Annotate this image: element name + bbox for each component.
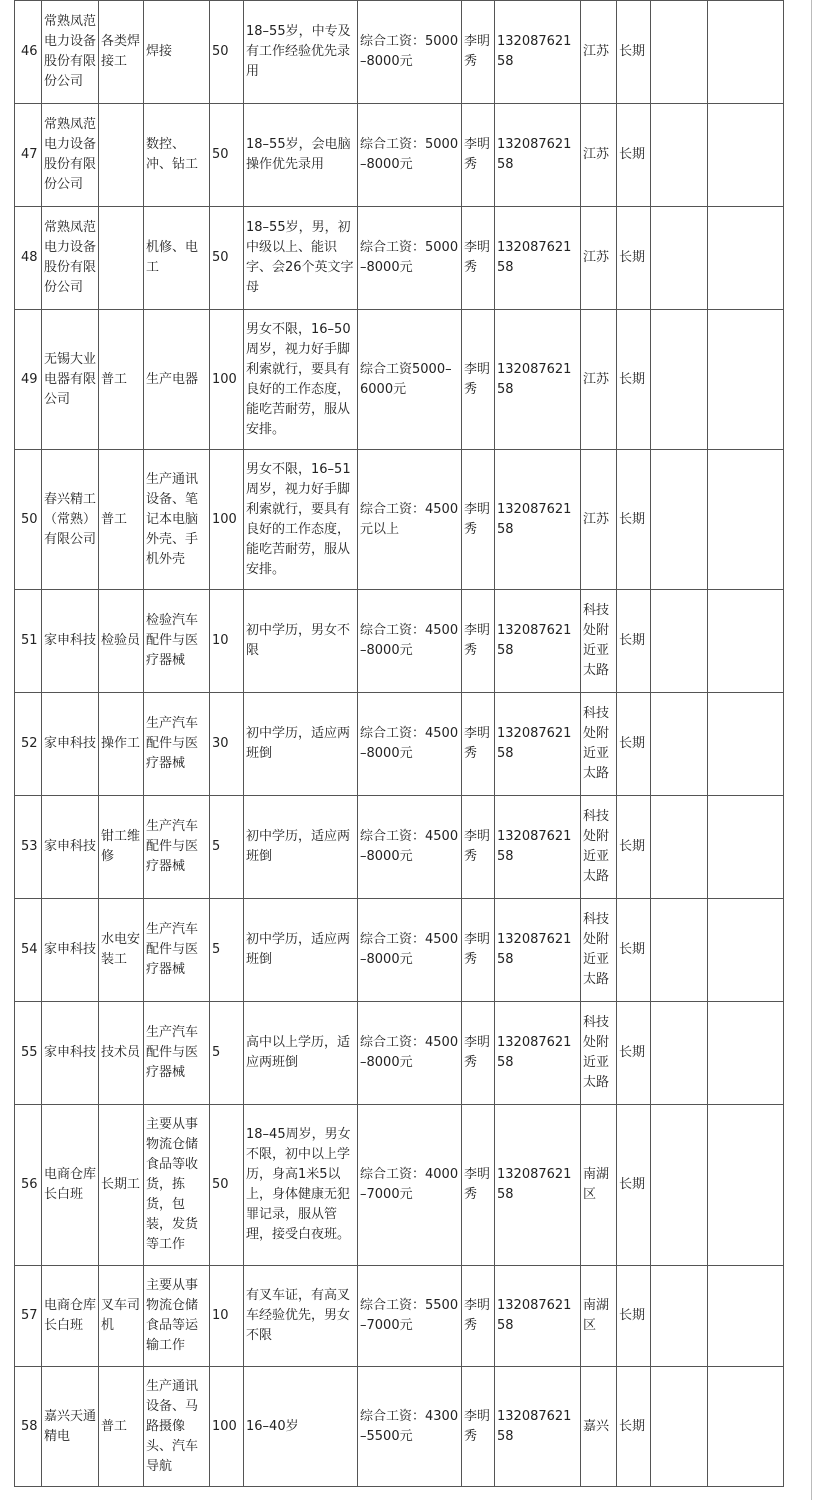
salary-cell: 综合工资：4500元以上	[358, 450, 462, 590]
row-number: 58	[15, 1367, 42, 1487]
empty-cell	[651, 104, 708, 207]
location-cell: 科技处附近亚太路	[581, 1002, 617, 1105]
job-content-cell: 生产通讯设备、笔记本电脑外壳、手机外壳	[144, 450, 210, 590]
term-cell: 长期	[617, 693, 651, 796]
contact-cell: 李明秀	[462, 1, 495, 104]
salary-cell: 综合工资：4300–5500元	[358, 1367, 462, 1487]
salary-cell: 综合工资：5500–7000元	[358, 1266, 462, 1367]
table-row	[15, 899, 784, 1002]
location-cell: 科技处附近亚太路	[581, 590, 617, 693]
job-type-cell	[99, 207, 144, 310]
empty-cell	[708, 693, 784, 796]
job-listing-sheet	[14, 0, 784, 1487]
job-content-cell: 焊接	[144, 1, 210, 104]
empty-cell	[651, 1105, 708, 1266]
company-cell: 无锡大业电器有限公司	[42, 310, 99, 450]
job-type-cell: 检验员	[99, 590, 144, 693]
contact-cell: 李明秀	[462, 1002, 495, 1105]
phone-cell: 13208762158	[495, 104, 581, 207]
table-row	[15, 1105, 784, 1266]
headcount-cell: 50	[210, 104, 244, 207]
job-type-cell: 各类焊接工	[99, 1, 144, 104]
phone-cell: 13208762158	[495, 1367, 581, 1487]
company-cell: 家申科技	[42, 796, 99, 899]
headcount-cell: 50	[210, 1105, 244, 1266]
table-row	[15, 450, 784, 590]
phone-cell: 13208762158	[495, 1002, 581, 1105]
phone-cell: 13208762158	[495, 796, 581, 899]
job-type-cell: 普工	[99, 310, 144, 450]
table-row	[15, 207, 784, 310]
empty-cell	[651, 450, 708, 590]
empty-cell	[651, 693, 708, 796]
salary-cell: 综合工资：4500–8000元	[358, 693, 462, 796]
empty-cell	[651, 1266, 708, 1367]
contact-cell: 李明秀	[462, 796, 495, 899]
requirement-cell: 18–55岁，会电脑操作优先录用	[244, 104, 358, 207]
company-cell: 电商仓库长白班	[42, 1266, 99, 1367]
requirement-cell: 高中以上学历，适应两班倒	[244, 1002, 358, 1105]
requirement-cell: 18–55岁，男，初中级以上、能识字、会26个英文字母	[244, 207, 358, 310]
table-row	[15, 310, 784, 450]
requirement-cell: 男女不限，16–51周岁，视力好手脚利索就行，要具有良好的工作态度，能吃苦耐劳，服从安排。	[244, 450, 358, 590]
row-number: 54	[15, 899, 42, 1002]
table-row	[15, 1266, 784, 1367]
empty-cell	[651, 899, 708, 1002]
job-content-cell: 机修、电工	[144, 207, 210, 310]
job-type-cell: 长期工	[99, 1105, 144, 1266]
contact-cell: 李明秀	[462, 1266, 495, 1367]
requirement-cell: 18–55岁，中专及有工作经验优先录用	[244, 1, 358, 104]
location-cell: 江苏	[581, 104, 617, 207]
job-content-cell: 数控、冲、钻工	[144, 104, 210, 207]
company-cell: 常熟凤范电力设备股份有限份公司	[42, 104, 99, 207]
requirement-cell: 有叉车证，有高叉车经验优先，男女不限	[244, 1266, 358, 1367]
job-type-cell: 叉车司机	[99, 1266, 144, 1367]
empty-cell	[708, 1002, 784, 1105]
location-cell: 科技处附近亚太路	[581, 796, 617, 899]
headcount-cell: 5	[210, 1002, 244, 1105]
salary-cell: 综合工资：5000–8000元	[358, 207, 462, 310]
company-cell: 常熟凤范电力设备股份有限份公司	[42, 207, 99, 310]
table-row	[15, 1, 784, 104]
salary-cell: 综合工资5000–6000元	[358, 310, 462, 450]
contact-cell: 李明秀	[462, 899, 495, 1002]
row-number: 57	[15, 1266, 42, 1367]
term-cell: 长期	[617, 1002, 651, 1105]
company-cell: 春兴精工（常熟）有限公司	[42, 450, 99, 590]
requirement-cell: 男女不限，16–50周岁，视力好手脚利索就行，要具有良好的工作态度，能吃苦耐劳，服从安排。	[244, 310, 358, 450]
page-edge-divider	[811, 0, 812, 1500]
term-cell: 长期	[617, 310, 651, 450]
requirement-cell: 初中学历，男女不限	[244, 590, 358, 693]
table-row	[15, 1367, 784, 1487]
headcount-cell: 50	[210, 1, 244, 104]
table-row	[15, 1002, 784, 1105]
job-content-cell: 生产电器	[144, 310, 210, 450]
salary-cell: 综合工资：4500–8000元	[358, 590, 462, 693]
phone-cell: 13208762158	[495, 899, 581, 1002]
company-cell: 嘉兴天通精电	[42, 1367, 99, 1487]
empty-cell	[708, 310, 784, 450]
contact-cell: 李明秀	[462, 310, 495, 450]
empty-cell	[651, 590, 708, 693]
salary-cell: 综合工资：5000–8000元	[358, 1, 462, 104]
term-cell: 长期	[617, 899, 651, 1002]
job-type-cell: 普工	[99, 1367, 144, 1487]
empty-cell	[651, 796, 708, 899]
term-cell: 长期	[617, 450, 651, 590]
row-number: 53	[15, 796, 42, 899]
phone-cell: 13208762158	[495, 207, 581, 310]
contact-cell: 李明秀	[462, 207, 495, 310]
contact-cell: 李明秀	[462, 693, 495, 796]
phone-cell: 13208762158	[495, 310, 581, 450]
empty-cell	[708, 796, 784, 899]
job-content-cell: 主要从事物流仓储食品等收货，拣货，包装，发货等工作	[144, 1105, 210, 1266]
phone-cell: 13208762158	[495, 693, 581, 796]
location-cell: 科技处附近亚太路	[581, 899, 617, 1002]
empty-cell	[708, 1, 784, 104]
headcount-cell: 100	[210, 310, 244, 450]
job-content-cell: 生产汽车配件与医疗器械	[144, 693, 210, 796]
requirement-cell: 16–40岁	[244, 1367, 358, 1487]
job-content-cell: 生产汽车配件与医疗器械	[144, 1002, 210, 1105]
company-cell: 家申科技	[42, 590, 99, 693]
row-number: 55	[15, 1002, 42, 1105]
empty-cell	[708, 899, 784, 1002]
term-cell: 长期	[617, 1105, 651, 1266]
job-content-cell: 主要从事物流仓储食品等运输工作	[144, 1266, 210, 1367]
headcount-cell: 50	[210, 207, 244, 310]
location-cell: 嘉兴	[581, 1367, 617, 1487]
headcount-cell: 100	[210, 450, 244, 590]
job-type-cell: 技术员	[99, 1002, 144, 1105]
headcount-cell: 100	[210, 1367, 244, 1487]
empty-cell	[708, 1266, 784, 1367]
headcount-cell: 10	[210, 590, 244, 693]
job-type-cell	[99, 104, 144, 207]
location-cell: 江苏	[581, 310, 617, 450]
job-content-cell: 生产汽车配件与医疗器械	[144, 899, 210, 1002]
table-row	[15, 590, 784, 693]
location-cell: 江苏	[581, 450, 617, 590]
empty-cell	[708, 104, 784, 207]
job-type-cell: 普工	[99, 450, 144, 590]
row-number: 46	[15, 1, 42, 104]
row-number: 50	[15, 450, 42, 590]
requirement-cell: 初中学历，适应两班倒	[244, 796, 358, 899]
table-row	[15, 796, 784, 899]
empty-cell	[651, 310, 708, 450]
empty-cell	[708, 590, 784, 693]
empty-cell	[708, 1105, 784, 1266]
location-cell: 江苏	[581, 207, 617, 310]
phone-cell: 13208762158	[495, 1105, 581, 1266]
empty-cell	[651, 1, 708, 104]
row-number: 49	[15, 310, 42, 450]
empty-cell	[651, 207, 708, 310]
requirement-cell: 初中学历，适应两班倒	[244, 899, 358, 1002]
headcount-cell: 10	[210, 1266, 244, 1367]
salary-cell: 综合工资：5000–8000元	[358, 104, 462, 207]
empty-cell	[708, 450, 784, 590]
empty-cell	[708, 207, 784, 310]
location-cell: 科技处附近亚太路	[581, 693, 617, 796]
requirement-cell: 初中学历，适应两班倒	[244, 693, 358, 796]
headcount-cell: 30	[210, 693, 244, 796]
term-cell: 长期	[617, 104, 651, 207]
company-cell: 常熟凤范电力设备股份有限份公司	[42, 1, 99, 104]
phone-cell: 13208762158	[495, 1266, 581, 1367]
contact-cell: 李明秀	[462, 1105, 495, 1266]
salary-cell: 综合工资：4500–8000元	[358, 1002, 462, 1105]
term-cell: 长期	[617, 590, 651, 693]
company-cell: 家申科技	[42, 1002, 99, 1105]
row-number: 56	[15, 1105, 42, 1266]
contact-cell: 李明秀	[462, 1367, 495, 1487]
row-number: 52	[15, 693, 42, 796]
contact-cell: 李明秀	[462, 104, 495, 207]
term-cell: 长期	[617, 1367, 651, 1487]
salary-cell: 综合工资：4000–7000元	[358, 1105, 462, 1266]
term-cell: 长期	[617, 1, 651, 104]
row-number: 51	[15, 590, 42, 693]
job-content-cell: 生产通讯设备、马路摄像头、汽车导航	[144, 1367, 210, 1487]
salary-cell: 综合工资：4500–8000元	[358, 796, 462, 899]
job-content-cell: 生产汽车配件与医疗器械	[144, 796, 210, 899]
row-number: 47	[15, 104, 42, 207]
job-type-cell: 钳工维修	[99, 796, 144, 899]
empty-cell	[651, 1002, 708, 1105]
job-type-cell: 水电安装工	[99, 899, 144, 1002]
location-cell: 南湖区	[581, 1105, 617, 1266]
job-type-cell: 操作工	[99, 693, 144, 796]
table-row	[15, 693, 784, 796]
headcount-cell: 5	[210, 899, 244, 1002]
requirement-cell: 18–45周岁，男女不限，初中以上学历，身高1米5以上，身体健康无犯罪记录，服从管理，接受白夜班。	[244, 1105, 358, 1266]
empty-cell	[708, 1367, 784, 1487]
term-cell: 长期	[617, 207, 651, 310]
company-cell: 家申科技	[42, 899, 99, 1002]
company-cell: 电商仓库长白班	[42, 1105, 99, 1266]
phone-cell: 13208762158	[495, 450, 581, 590]
table-row	[15, 104, 784, 207]
term-cell: 长期	[617, 796, 651, 899]
contact-cell: 李明秀	[462, 590, 495, 693]
headcount-cell: 5	[210, 796, 244, 899]
company-cell: 家申科技	[42, 693, 99, 796]
empty-cell	[651, 1367, 708, 1487]
term-cell: 长期	[617, 1266, 651, 1367]
salary-cell: 综合工资：4500–8000元	[358, 899, 462, 1002]
phone-cell: 13208762158	[495, 590, 581, 693]
phone-cell: 13208762158	[495, 1, 581, 104]
location-cell: 南湖区	[581, 1266, 617, 1367]
row-number: 48	[15, 207, 42, 310]
job-content-cell: 检验汽车配件与医疗器械	[144, 590, 210, 693]
location-cell: 江苏	[581, 1, 617, 104]
job-table	[14, 0, 784, 1487]
contact-cell: 李明秀	[462, 450, 495, 590]
